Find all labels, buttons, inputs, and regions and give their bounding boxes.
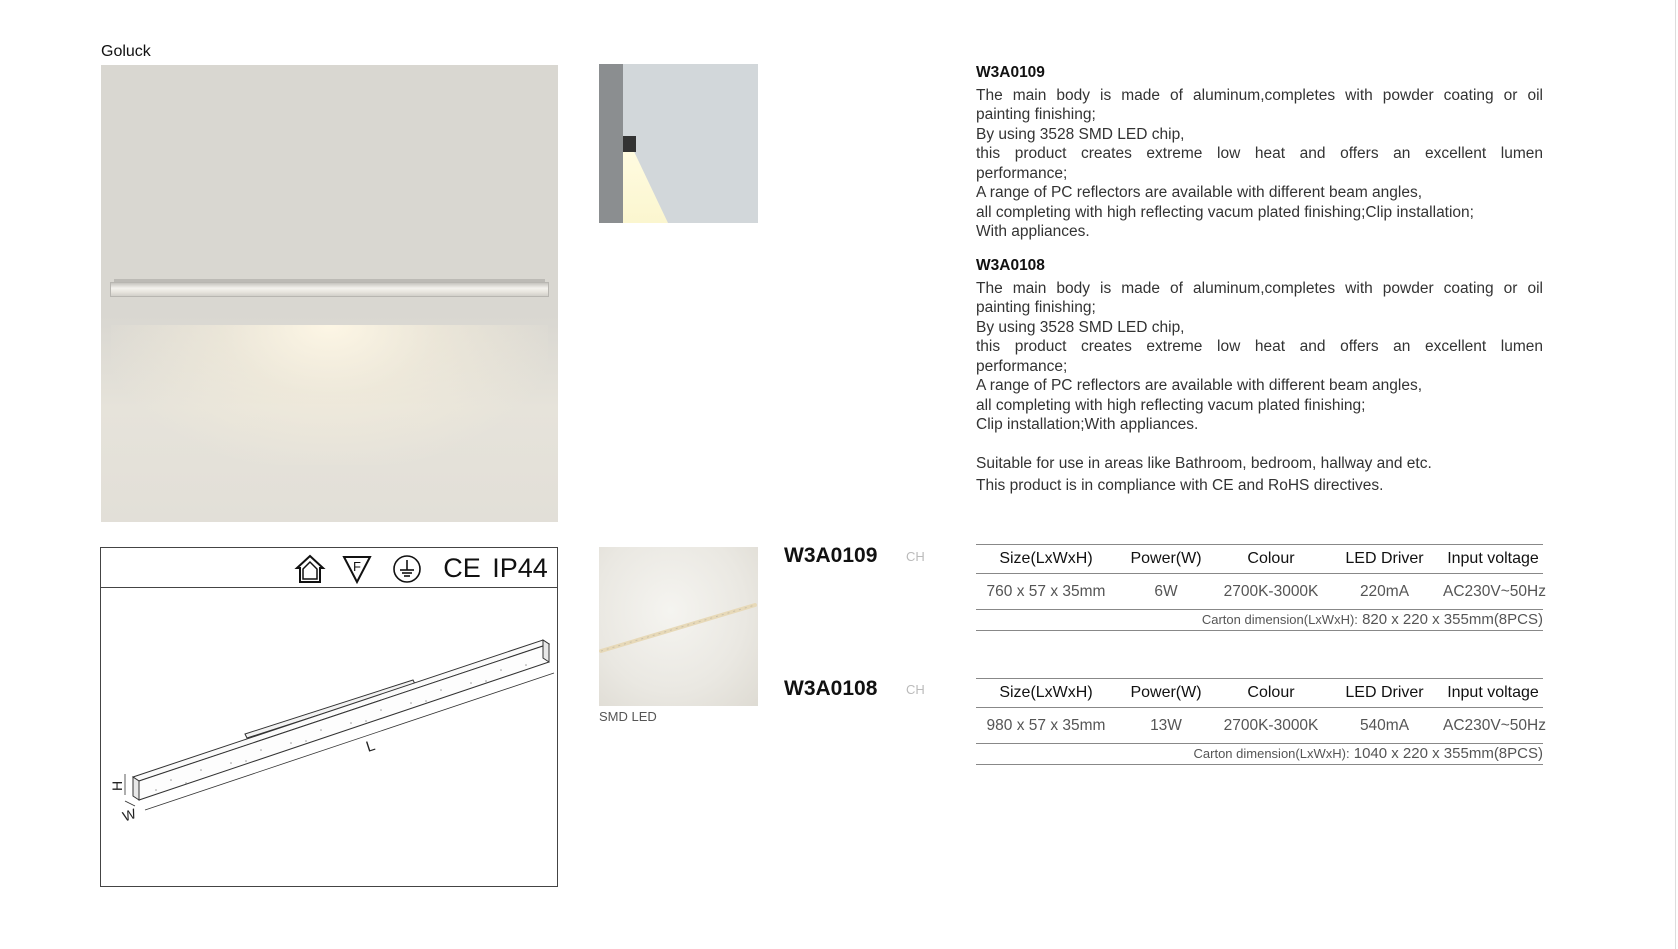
value-colour: 2700K-3000K [1223,716,1319,734]
dim-length-label: L [363,737,378,756]
value-size: 760 x 57 x 35mm [986,582,1106,600]
value-colour: 2700K-3000K [1223,582,1319,600]
value-size: 980 x 57 x 35mm [986,716,1106,734]
header-power: Power(W) [1130,550,1202,567]
page-edge-line [1675,0,1676,949]
spec-header-row [976,544,1543,573]
f-mark-icon [341,554,373,584]
f-mark-text: F [353,559,361,574]
smd-led-photo [599,547,758,706]
description-code: W3A0109 [976,64,1045,81]
fixture-profile [623,136,636,152]
description-line: The main body is made of aluminum,completes with powder coating or oil [976,86,1543,104]
dim-height-label: H [109,780,125,791]
ip-rating: IP44 [492,552,548,583]
description-line: all completing with high reflecting vacum plated finishing;Clip installation; [976,203,1474,221]
description-w3a0108 [976,256,1543,435]
usage-notes [976,453,1543,497]
light-glow [111,325,548,465]
spec-value-row [976,707,1546,744]
carton-label: Carton dimension(LxWxH): [1201,612,1358,627]
header-led-driver: LED Driver [1345,684,1424,701]
header-colour: Colour [1247,550,1295,567]
description-line: By using 3528 SMD LED chip, [976,125,1185,143]
certification-bar [101,548,557,588]
wall [599,64,623,223]
carton-value: 1040 x 220 x 355mm(8PCS) [1349,745,1543,762]
product-photo [101,65,558,522]
model-code-w3a0109: W3A0109 [784,544,878,567]
description-line: performance; [976,357,1068,375]
carton-label: Carton dimension(LxWxH): [1193,746,1350,761]
ce-mark: CE [443,552,481,583]
description-line: painting finishing; [976,106,1096,123]
value-input-voltage: AC230V~50Hz [1443,582,1546,600]
description-line: this product creates extreme low heat and offers an excellent lumen [976,145,1543,162]
spec-value-row [976,573,1546,610]
carton-dimension [976,610,1543,631]
class-2-house-icon [293,554,327,584]
spec-header-row [976,678,1543,707]
description-lines [976,86,1543,242]
description-line: With appliances. [976,223,1090,240]
header-size: Size(LxWxH) [999,684,1093,701]
finish-code: CH [906,682,925,697]
header-size: Size(LxWxH) [999,550,1093,567]
description-line: The main body is made of aluminum,completes with powder coating or oil [976,279,1543,297]
carton-dimension [976,744,1543,765]
brand-name: Goluck [101,43,151,60]
description-line: A range of PC reflectors are available with different beam angles, [976,377,1423,394]
fixture-bar [110,282,549,297]
header-input-voltage: Input voltage [1447,684,1539,701]
spec-table-w3a0109 [976,544,1546,631]
smd-led-label: SMD LED [599,709,657,724]
model-code-w3a0108: W3A0108 [784,677,878,700]
value-led-driver: 540mA [1359,716,1410,734]
header-power: Power(W) [1130,684,1202,701]
header-input-voltage: Input voltage [1447,550,1539,567]
description-code: W3A0108 [976,257,1045,274]
value-led-driver: 220mA [1359,582,1410,600]
description-line: painting finishing; [976,299,1096,316]
description-line: A range of PC reflectors are available with different beam angles, [976,184,1423,201]
dimension-drawing [101,588,557,886]
header-led-driver: LED Driver [1345,550,1424,567]
mounting-section-image [599,64,758,223]
light-beam [623,152,668,223]
description-line: all completing with high reflecting vacum plated finishing; [976,396,1366,414]
technical-drawing [100,547,558,887]
note-usage: Suitable for use in areas like Bathroom, bedroom, hallway and etc. [976,455,1432,472]
description-line: this product creates extreme low heat and offers an excellent lumen [976,338,1543,355]
description-w3a0109 [976,63,1543,242]
description-lines [976,279,1543,435]
value-input-voltage: AC230V~50Hz [1443,716,1546,734]
description-line: Clip installation;With appliances. [976,416,1199,433]
dim-width-label: W [120,805,139,825]
description-line: By using 3528 SMD LED chip, [976,318,1185,336]
finish-code: CH [906,549,925,564]
earth-ground-icon [391,554,423,584]
value-power: 13W [1150,716,1182,734]
header-colour: Colour [1247,684,1295,701]
carton-value: 820 x 220 x 355mm(8PCS) [1357,611,1543,628]
led-strip [599,547,758,706]
description-line: performance; [976,164,1068,182]
value-power: 6W [1154,582,1178,600]
note-compliance: This product is in compliance with CE and RoHS directives. [976,477,1384,494]
spec-table-w3a0108 [976,678,1546,765]
